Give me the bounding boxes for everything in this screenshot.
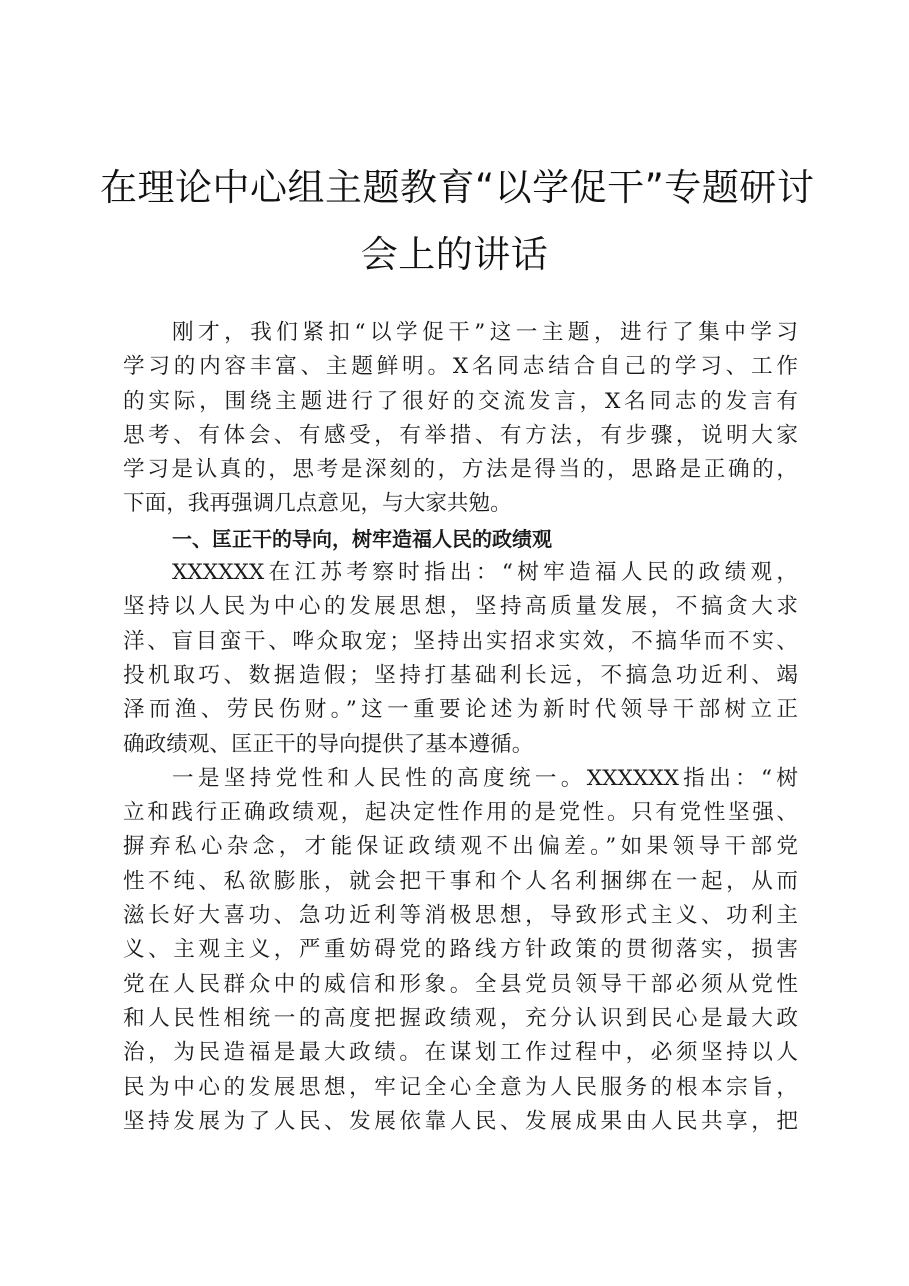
paragraph-line: 坚持以人民为中心的发展思想，坚持高质量发展，不搞贪大求 (123, 594, 798, 620)
paragraph-line: XXXXXX在江苏考察时指出：“树牢造福人民的政绩观， (172, 560, 798, 586)
paragraph-line: 立和践行正确政绩观，起决定性作用的是党性。只有党性坚强、 (123, 800, 798, 826)
paragraph-line: 学习的内容丰富、主题鲜明。X名同志结合自己的学习、工作 (123, 354, 798, 380)
paragraph-line: 民为中心的发展思想，牢记全心全意为人民服务的根本宗旨， (123, 1074, 798, 1100)
paragraph-line: 确政绩观、匡正干的导向提供了基本遵循。 (123, 731, 534, 757)
paragraph-line: 的实际，围绕主题进行了很好的交流发言，X名同志的发言有 (123, 388, 798, 414)
paragraph-line: 义、主观主义，严重妨碍党的路线方针政策的贯彻落实，损害 (123, 937, 798, 963)
section-heading: 一、匡正干的导向，树牢造福人民的政绩观 (172, 526, 552, 551)
paragraph-line: 滋长好大喜功、急功近利等消极思想，导致形式主义、功利主 (123, 903, 798, 929)
paragraph-line: 党在人民群众中的威信和形象。全县党员领导干部必须从党性 (123, 971, 798, 997)
paragraph-line: 投机取巧、数据造假；坚持打基础利长远，不搞急功近利、竭 (123, 662, 798, 688)
paragraph-line: 性不纯、私欲膨胀，就会把干事和个人名利捆绑在一起，从而 (123, 868, 798, 894)
paragraph-line: 思考、有体会、有感受，有举措、有方法，有步骤，说明大家 (123, 422, 798, 448)
paragraph-line: 学习是认真的，思考是深刻的，方法是得当的，思路是正确的， (123, 457, 798, 483)
paragraph-line: 下面，我再强调几点意见，与大家共勉。 (123, 491, 512, 517)
paragraph-line: 泽而渔、劳民伤财。”这一重要论述为新时代领导干部树立正 (123, 697, 798, 723)
paragraph-line: 洋、盲目蛮干、哗众取宠；坚持出实招求实效，不搞华而不实、 (123, 628, 798, 654)
paragraph-line: 坚持发展为了人民、发展依靠人民、发展成果由人民共享，把 (123, 1108, 798, 1134)
document-title (100, 154, 815, 288)
title-line-1: 在理论中心组主题教育“以学促干”专题研讨 (100, 166, 815, 209)
title-line-2: 会上的讲话 (360, 233, 549, 276)
paragraph-line: 刚才，我们紧扣“以学促干”这一主题，进行了集中学习 (172, 320, 798, 345)
paragraph-line: 治，为民造福是最大政绩。在谋划工作过程中，必须坚持以人 (123, 1040, 798, 1066)
paragraph-line: 和人民性相统一的高度把握政绩观，充分认识到民心是最大政 (123, 1005, 798, 1031)
document-body (123, 316, 798, 1139)
paragraph-line: 一是坚持党性和人民性的高度统一。XXXXXX指出：“树 (172, 765, 798, 791)
paragraph-line: 摒弃私心杂念，才能保证政绩观不出偏差。”如果领导干部党 (123, 834, 798, 860)
